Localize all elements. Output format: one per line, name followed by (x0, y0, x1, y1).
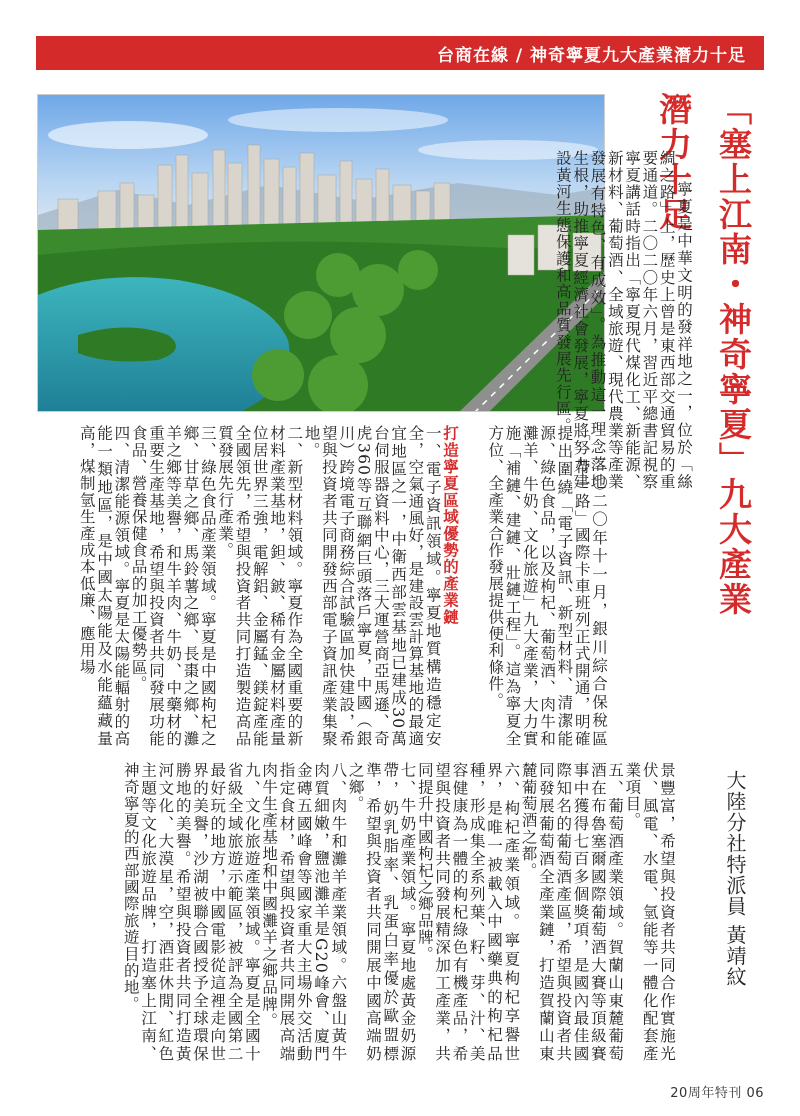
article-title: 「塞上江南・神奇寧夏」九大產業潛力十足 (654, 92, 753, 617)
paragraph-goji: 六、枸杞產業領域。寧夏枸杞享譽世界，是唯一被載入中國藥典的枸杞品種，形成集全系列葉、籽、芽、汁、美容健康為一體的枸杞綠色有機產品，希望與投資者共同發展精深加工產業，共同提升中國枸杞之鄉品牌。 (415, 762, 521, 1062)
paragraph-clean-energy-cont: 景豐富，希望與投資者共同合作實施光伏、風電、水電、氫能等一體化配套產業項目。 (623, 762, 676, 1062)
paragraph-new-materials: 二、新型材料領域。寧夏作為全國重要的新材料產業基地，鉭、鈹、稀有金屬材料產量位居世界三強，電解鋁、金屬錳、鎂錠產能全國領先，希望與投資者共同打造製造高品質發展先行產業。 (216, 425, 304, 747)
section-banner-text: 台商在線 / 神奇寧夏九大產業潛力十足 (436, 45, 746, 66)
paragraph-milk: 七、牛奶產業領域。寧夏地處黃金奶源帶，奶乳脂率、乳蛋白率優於歐盟標準，希望與投資者共同開展中國高端奶之鄉。 (346, 762, 417, 1062)
paragraph-wine: 五、葡萄酒產業領域。賀蘭山東麓葡萄酒在布魯塞爾國際葡萄酒大賽等頂級賽事中獲得七百多個獎項，是國內最佳國際知名的葡萄酒產區，希望與投資者共同發展葡萄酒全產業鏈，打造賀蘭山東麓葡萄酒之都。 (519, 762, 625, 1062)
paragraph-electronics: 一、電子資訊領域。寧夏地質構造穩定安全，空氣通風好，是建設雲計算基地的最適宜地區之一，中衛西部雲基地已建成30萬台伺服器資料中心，三大運營商亞馬遜、奇虎360等互聯網巨頭落戶寧夏，中國（銀川）跨境電子商務綜合試驗區加快建設，希望與投資者共同開發西部電子資訊產業集聚地。 (302, 425, 442, 747)
paragraph-belt-road: 二〇二〇年十一月，銀川綜合保稅區「一帶一路」國際卡車班列正式開通，明確提出圍繞「電子資訊、新型材料、清潔能源、綠色食品，以及枸杞、葡萄酒、肉牛和灘羊、牛奶、文化旅遊」九大產業，大力實施「補鏈、建鏈、壯鏈工程」。這為寧夏全方位、全產業合作發展提供便利條件。 (486, 425, 608, 747)
article-column-3 (40, 425, 458, 747)
page-number: 20周年特刊 06 (670, 1086, 764, 1101)
paragraph-green-food: 三、綠色食品產業領域。寧夏是中國枸杞之鄉、甘草之鄉、馬鈴薯之鄉、長棗之鄉、灘羊之鄉等美譽，和牛羊肉、牛奶、中藥材的重要生產基地，希望與投資者共同發展功能食品、營養保健食品的加工優勢區。 (129, 425, 217, 747)
subheading-industry-chain: 打造寧夏區域優勢的產業鏈 (441, 425, 459, 626)
city-skyline-photo (37, 94, 605, 412)
paragraph-tourism: 九、文化旅遊產業領域。寧夏是全國十省級全域旅遊示範區，被評為全國第二最好玩的地方，中國電影從這裡走向世界的美譽，沙湖被聯合國授予全球環保勝地的美譽。希望與投資者共同打造黃河文化、大漠星，空，酒莊休閒、紅色主題等文化旅遊品牌，打造塞上江南、神奇寧夏的西部國際旅遊目的地。 (121, 762, 261, 1062)
article-column-intro (553, 150, 693, 490)
paragraph-intro: 寧夏是中華文明的發祥地之一，位於「絲綢之路」上，歷史上曾是東西部交通貿易的重要通道。二〇二〇年六月，習近平總書記視察寧夏講話時指出「寧夏現代煤化工、新能源、新材料、葡萄酒、全域旅遊、現代農業等產業發展有特色、有成效」。為推動這一理念落地生根，助推寧夏經濟社會發展，寧夏將努力建設黃河生態保護和高品質發展先行區。 (553, 150, 693, 490)
paragraph-clean-energy: 四、清潔能源領域。寧夏是太陽能輻射的高能一類地區，是中國太陽能及水能蘊藏量高，煤制氫生產成本低廉、應用場 (77, 425, 131, 747)
section-banner (36, 36, 764, 70)
paragraph-beef-lamb: 八、肉牛和灘羊產業領域。六盤山黃牛肉質細嫩，鹽池灘羊是G20峰會、廈門金磚五國峰會等國家重大主場外交活動指定食材，希望與投資者共同開展高端肉牛生產基地和中國灘羊之鄉品牌。 (260, 762, 348, 1062)
author-byline: 大陸分社特派員 黃靖紋 (723, 770, 747, 988)
article-column-4 (40, 762, 675, 1062)
article-column-2 (462, 425, 607, 747)
